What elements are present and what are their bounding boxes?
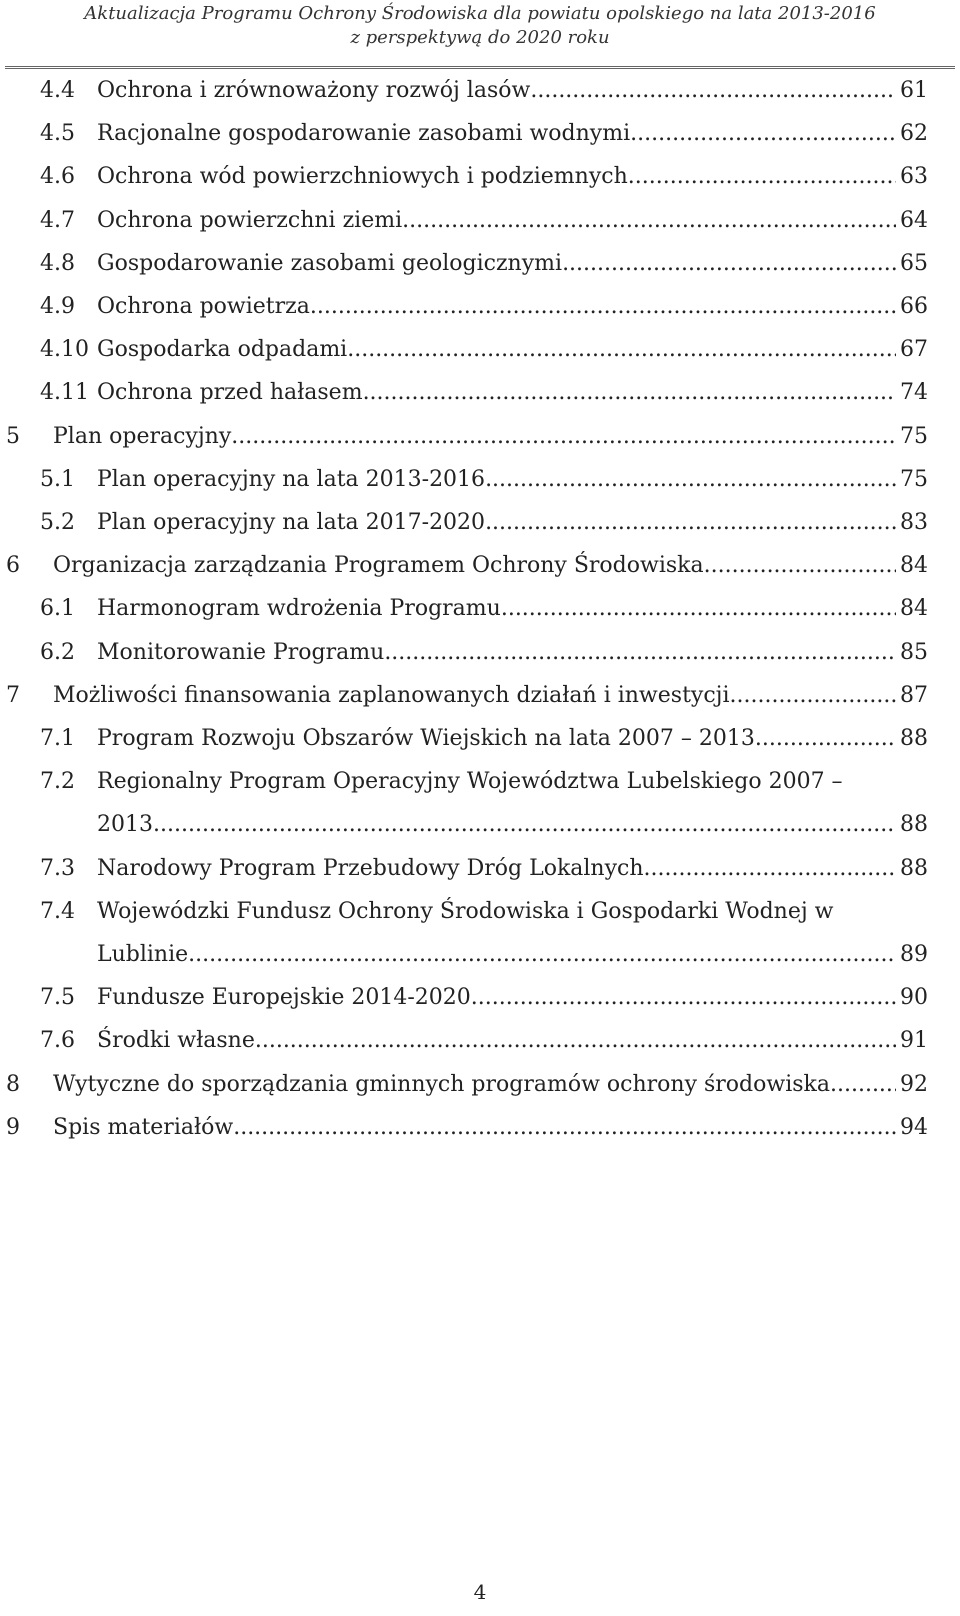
toc-dot-leader bbox=[188, 942, 896, 967]
toc-entry-title: Środki własne bbox=[97, 1028, 255, 1054]
toc-entry-title: Wytyczne do sporządzania gminnych programów ochrony środowiska bbox=[53, 1071, 830, 1097]
toc-entry-number: 6 bbox=[6, 553, 20, 579]
toc-entry-page: 75 bbox=[900, 466, 928, 492]
toc-entry[interactable] bbox=[0, 424, 960, 468]
toc-entry-title: Ochrona i zrównoważony rozwój lasów bbox=[97, 78, 531, 103]
document-header bbox=[0, 0, 960, 72]
toc-entry-page: 61 bbox=[900, 78, 928, 103]
toc-entry[interactable] bbox=[0, 467, 960, 511]
toc-entry-page: 90 bbox=[900, 985, 928, 1011]
toc-entry-number: 5.1 bbox=[40, 466, 75, 492]
toc-dot-leader bbox=[501, 596, 896, 621]
toc-entry-number: 4.6 bbox=[40, 164, 75, 190]
toc-entry-title-line: Wojewódzki Fundusz Ochrony Środowiska i Gospodarki Wodnej w bbox=[97, 898, 834, 924]
toc-dot-leader bbox=[628, 164, 896, 189]
toc-entry-title: Harmonogram wdrożenia Programu bbox=[97, 596, 501, 622]
toc-entry-page: 67 bbox=[900, 337, 928, 363]
toc-entry-line bbox=[97, 380, 928, 405]
toc-entry-line bbox=[97, 985, 928, 1010]
toc-entry[interactable] bbox=[0, 121, 960, 165]
toc-entry-number: 5.2 bbox=[40, 510, 75, 535]
toc-entry-line bbox=[53, 424, 928, 449]
toc-entry-number: 7.4 bbox=[40, 898, 75, 924]
toc-entry-number: 9 bbox=[6, 1114, 20, 1140]
toc-entry[interactable] bbox=[0, 164, 960, 208]
toc-entry-page: 84 bbox=[900, 553, 928, 579]
toc-entry-title: Ochrona wód powierzchniowych i podziemnych bbox=[97, 164, 628, 190]
toc-entry-title-line: Regionalny Program Operacyjny Województwa Lubelskiego 2007 – bbox=[97, 769, 843, 795]
toc-entry-title: Spis materiałów bbox=[53, 1114, 234, 1140]
toc-entry-title: Monitorowanie Programu bbox=[97, 639, 385, 665]
page-number: 4 bbox=[473, 1580, 487, 1604]
toc-entry-number: 6.2 bbox=[40, 639, 75, 665]
toc-entry[interactable] bbox=[0, 294, 960, 338]
toc-entry-title: Gospodarka odpadami bbox=[97, 337, 348, 363]
toc-entry[interactable] bbox=[0, 337, 960, 381]
toc-entry[interactable] bbox=[0, 510, 960, 554]
toc-entry[interactable] bbox=[0, 899, 960, 943]
toc-entry-number: 4.9 bbox=[40, 294, 75, 319]
toc-entry-number: 4.7 bbox=[40, 207, 75, 233]
toc-entry-title: Plan operacyjny na lata 2017-2020 bbox=[97, 510, 486, 535]
toc-entry-title: Narodowy Program Przebudowy Dróg Lokalnych bbox=[97, 855, 644, 881]
toc-dot-leader bbox=[347, 337, 896, 362]
toc-entry-page: 84 bbox=[900, 596, 928, 622]
toc-entry[interactable] bbox=[0, 380, 960, 424]
toc-entry-page: 75 bbox=[900, 423, 928, 449]
toc-dot-leader bbox=[231, 424, 896, 449]
toc-dot-leader bbox=[471, 985, 896, 1010]
toc-entry-page: 74 bbox=[900, 380, 928, 406]
toc-dot-leader bbox=[530, 78, 896, 103]
header-divider bbox=[5, 66, 955, 69]
toc-entry-title: Racjonalne gospodarowanie zasobami wodnymi bbox=[97, 121, 631, 147]
toc-entry-page: 65 bbox=[900, 250, 928, 276]
toc-dot-leader bbox=[255, 1028, 896, 1053]
toc-entry-line bbox=[97, 812, 928, 837]
toc-entry-line bbox=[53, 1115, 928, 1140]
toc-entry[interactable] bbox=[0, 942, 960, 986]
toc-dot-leader bbox=[562, 251, 896, 276]
toc-entry-number: 4.5 bbox=[40, 121, 75, 147]
toc-entry[interactable] bbox=[0, 596, 960, 640]
toc-entry[interactable] bbox=[0, 640, 960, 684]
toc-entry-line bbox=[97, 1028, 928, 1053]
toc-dot-leader bbox=[384, 640, 896, 665]
toc-entry[interactable] bbox=[0, 78, 960, 122]
toc-entry-line bbox=[97, 164, 928, 189]
toc-entry-page: 91 bbox=[900, 1028, 928, 1054]
toc-entry-line bbox=[97, 942, 928, 967]
toc-entry-line bbox=[53, 1072, 928, 1097]
toc-entry-page: 92 bbox=[900, 1071, 928, 1097]
toc-entry-number: 7.3 bbox=[40, 855, 75, 881]
toc-entry-number: 4.8 bbox=[40, 250, 75, 276]
toc-entry[interactable] bbox=[0, 726, 960, 770]
toc-entry-title: Możliwości finansowania zaplanowanych działań i inwestycji bbox=[53, 682, 730, 708]
toc-entry-title: Ochrona przed hałasem bbox=[97, 380, 363, 406]
toc-dot-leader bbox=[630, 121, 896, 146]
toc-entry-number: 8 bbox=[6, 1071, 20, 1097]
toc-entry-title: 2013 bbox=[97, 812, 153, 838]
toc-entry-title: Program Rozwoju Obszarów Wiejskich na lata 2007 – 2013 bbox=[97, 726, 755, 751]
toc-dot-leader bbox=[363, 380, 896, 405]
toc-entry[interactable] bbox=[0, 683, 960, 727]
toc-dot-leader bbox=[233, 1115, 896, 1140]
toc-entry-line bbox=[97, 726, 928, 751]
toc-entry-title: Ochrona powietrza bbox=[97, 294, 310, 319]
toc-entry-line bbox=[53, 553, 928, 578]
toc-dot-leader bbox=[644, 856, 896, 881]
toc-dot-leader bbox=[730, 683, 896, 708]
toc-entry-page: 83 bbox=[900, 510, 928, 535]
toc-entry-page: 87 bbox=[900, 682, 928, 708]
toc-entry-number: 7 bbox=[6, 682, 20, 708]
toc-entry-number: 7.6 bbox=[40, 1028, 75, 1054]
toc-entry-title: Plan operacyjny na lata 2013-2016 bbox=[97, 466, 486, 492]
toc-entry-line bbox=[97, 467, 928, 492]
toc-entry-line bbox=[97, 337, 928, 362]
toc-entry[interactable] bbox=[0, 251, 960, 295]
toc-entry[interactable] bbox=[0, 856, 960, 900]
header-title-line-1: Aktualizacja Programu Ochrony Środowiska dla powiatu opolskiego na lata 2013-2016 bbox=[84, 3, 876, 24]
toc-entry-title: Lublinie bbox=[97, 942, 189, 967]
toc-entry-page: 66 bbox=[900, 294, 928, 319]
toc-entry-number: 4.4 bbox=[40, 78, 75, 103]
toc-entry-page: 89 bbox=[900, 942, 928, 967]
toc-entry-page: 88 bbox=[900, 812, 928, 838]
toc-entry-title: Plan operacyjny bbox=[53, 423, 232, 449]
toc-entry[interactable] bbox=[0, 1072, 960, 1116]
toc-dot-leader bbox=[485, 510, 896, 535]
toc-entry-page: 64 bbox=[900, 207, 928, 233]
toc-entry-line bbox=[97, 294, 928, 319]
toc-dot-leader bbox=[310, 294, 896, 319]
toc-entry-line bbox=[97, 121, 928, 146]
toc-entry-number: 5 bbox=[6, 423, 20, 449]
toc-entry-number: 4.10 bbox=[40, 337, 89, 363]
toc-entry-number: 7.1 bbox=[40, 726, 75, 751]
toc-entry[interactable] bbox=[0, 208, 960, 252]
toc-entry-number: 7.5 bbox=[40, 985, 75, 1011]
toc-entry[interactable] bbox=[0, 1115, 960, 1159]
toc-entry[interactable] bbox=[0, 1028, 960, 1072]
toc-dot-leader bbox=[153, 812, 896, 837]
toc-entry[interactable] bbox=[0, 985, 960, 1029]
toc-entry-line bbox=[97, 596, 928, 621]
header-title-line-2: z perspektywą do 2020 roku bbox=[350, 27, 610, 48]
toc-dot-leader bbox=[704, 553, 896, 578]
toc-entry[interactable] bbox=[0, 769, 960, 813]
toc-entry-page: 62 bbox=[900, 121, 928, 147]
toc-dot-leader bbox=[830, 1072, 896, 1097]
toc-entry-page: 94 bbox=[900, 1114, 928, 1140]
toc-entry-title: Ochrona powierzchni ziemi bbox=[97, 207, 403, 233]
toc-entry-line bbox=[97, 856, 928, 881]
toc-entry-page: 88 bbox=[900, 855, 928, 881]
toc-entry-page: 63 bbox=[900, 164, 928, 190]
toc-dot-leader bbox=[755, 726, 896, 751]
toc-entry-title: Gospodarowanie zasobami geologicznymi bbox=[97, 250, 563, 276]
toc-entry-line bbox=[97, 208, 928, 233]
toc-entry-title: Fundusze Europejskie 2014-2020 bbox=[97, 985, 471, 1011]
toc-entry-line bbox=[97, 510, 928, 535]
toc-entry-line bbox=[53, 683, 928, 708]
toc-entry[interactable] bbox=[0, 812, 960, 856]
toc-entry-title: Organizacja zarządzania Programem Ochrony Środowiska bbox=[53, 553, 704, 579]
toc-dot-leader bbox=[485, 467, 896, 492]
toc-entry[interactable] bbox=[0, 553, 960, 597]
toc-entry-line bbox=[97, 640, 928, 665]
toc-entry-line bbox=[97, 251, 928, 276]
toc-entry-number: 4.11 bbox=[40, 380, 89, 406]
toc-entry-page: 88 bbox=[900, 726, 928, 751]
toc-dot-leader bbox=[402, 208, 896, 233]
toc-entry-line bbox=[97, 78, 928, 103]
toc-entry-number: 7.2 bbox=[40, 769, 75, 795]
toc-entry-number: 6.1 bbox=[40, 596, 75, 622]
toc-entry-page: 85 bbox=[900, 639, 928, 665]
